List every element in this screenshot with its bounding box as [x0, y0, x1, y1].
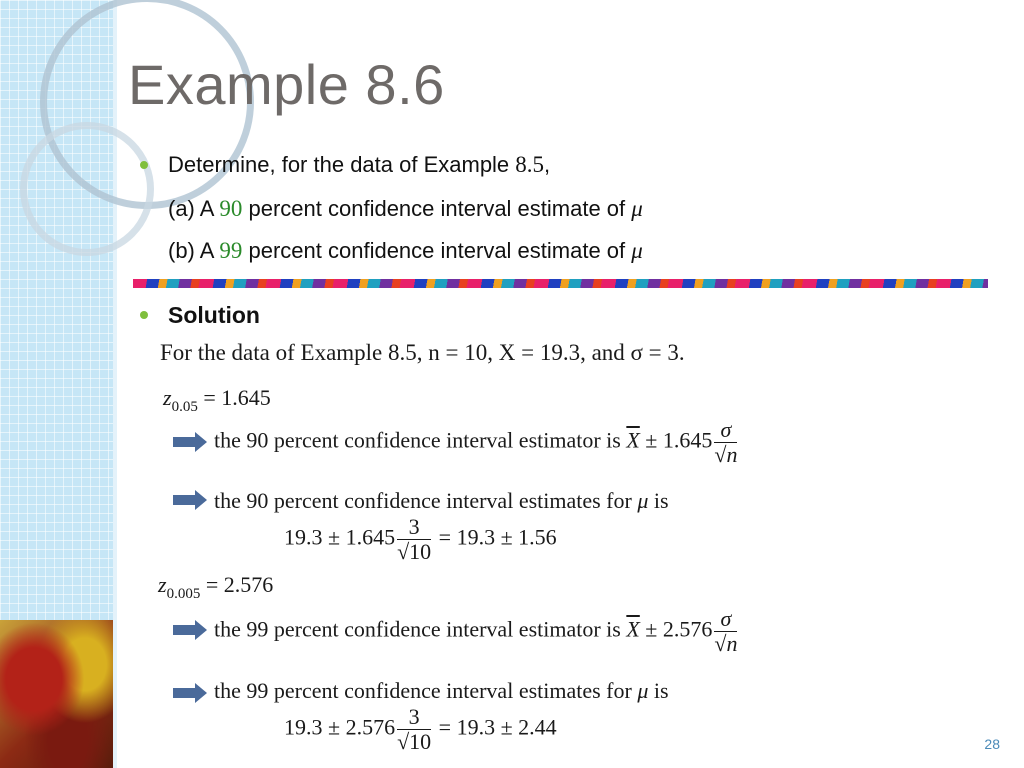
sigma-over-root-n	[714, 607, 737, 656]
solution-heading	[168, 302, 260, 329]
estimate-99-prefix: the 99	[214, 678, 269, 703]
z-subscript: 0.005	[166, 586, 201, 602]
estimator-99-line	[214, 607, 739, 656]
intro-comma: ,	[544, 152, 551, 177]
estimate-90-suffix: is	[653, 488, 669, 513]
estimate-99-line	[214, 678, 669, 704]
frac-numerator: 3	[397, 515, 431, 540]
part-a-text: percent confidence interval estimate of	[248, 196, 626, 221]
autumn-leaves-image	[0, 620, 113, 768]
z-symbol: z	[163, 385, 172, 410]
z-subscript: 0.05	[171, 399, 198, 415]
mu-symbol: μ	[631, 196, 643, 221]
z-005-line	[163, 385, 271, 416]
estimator-99-text: the 99 percent confidence interval estimator is	[214, 616, 621, 642]
z-0005-line	[158, 572, 273, 603]
calc-99-line	[284, 705, 557, 754]
part-b-line	[168, 238, 643, 264]
part-b-percent: 99	[219, 238, 243, 263]
estimate-90-text: percent confidence interval estimates for	[273, 488, 632, 513]
mu-symbol: μ	[637, 488, 649, 513]
frac-denominator: √n	[714, 442, 738, 467]
z-multiplier: ± 2.576	[645, 616, 713, 642]
frac-denominator: √10	[397, 539, 432, 564]
estimator-90-line	[214, 418, 739, 467]
x-bar: $\overline{X}$	[626, 427, 640, 453]
part-a-line	[168, 196, 643, 222]
frac-denominator: √n	[714, 631, 738, 656]
intro-line	[168, 152, 550, 178]
mu-symbol: μ	[637, 678, 649, 703]
estimator-90-text: the 90 percent confidence interval estimator is	[214, 427, 621, 453]
z-multiplier: ± 1.645	[645, 427, 713, 453]
z-value: = 1.645	[203, 385, 271, 410]
mu-symbol: μ	[631, 238, 643, 263]
intro-text: Determine, for the data of Example	[168, 152, 510, 177]
z-symbol: z	[158, 572, 167, 597]
given-text: For the data of Example 8.5, n = 10, X = 19.3, and σ = 3.	[160, 340, 685, 365]
frac-numerator: σ	[714, 607, 737, 632]
part-b-label: (b) A	[168, 238, 214, 263]
calc-99-result: = 19.3 ± 2.44	[438, 714, 557, 740]
right-arrow-icon	[173, 620, 207, 640]
part-b-text: percent confidence interval estimate of	[248, 238, 626, 263]
three-over-root-ten	[397, 705, 431, 754]
estimate-90-line	[214, 488, 669, 514]
bullet-dot	[140, 161, 148, 169]
colorful-divider	[133, 279, 988, 288]
sigma-over-root-n	[714, 418, 737, 467]
estimate-90-prefix: the 90	[214, 488, 269, 513]
given-line	[160, 340, 685, 366]
calc-90-left: 19.3 ± 1.645	[284, 524, 396, 550]
example-number: 8.5	[515, 152, 545, 177]
part-a-percent: 90	[219, 196, 243, 221]
calc-90-line	[284, 515, 557, 564]
page-number: 28	[984, 736, 1000, 752]
three-over-root-ten	[397, 515, 431, 564]
slide-title: Example 8.6	[128, 53, 445, 116]
right-arrow-icon	[173, 490, 207, 510]
z-value: = 2.576	[205, 572, 274, 597]
right-arrow-icon	[173, 432, 207, 452]
solution-label: Solution	[168, 302, 260, 328]
frac-numerator: σ	[714, 418, 737, 443]
frac-denominator: √10	[397, 729, 432, 754]
part-a-label: (a) A	[168, 196, 214, 221]
x-bar: $\overline{X}$	[626, 616, 640, 642]
estimate-99-text: percent confidence interval estimates for	[273, 678, 632, 703]
calc-99-left: 19.3 ± 2.576	[284, 714, 396, 740]
right-arrow-icon	[173, 683, 207, 703]
estimate-99-suffix: is	[653, 678, 669, 703]
calc-90-result: = 19.3 ± 1.56	[438, 524, 557, 550]
frac-numerator: 3	[397, 705, 431, 730]
decorative-ring-2	[20, 122, 154, 256]
bullet-dot	[140, 311, 148, 319]
